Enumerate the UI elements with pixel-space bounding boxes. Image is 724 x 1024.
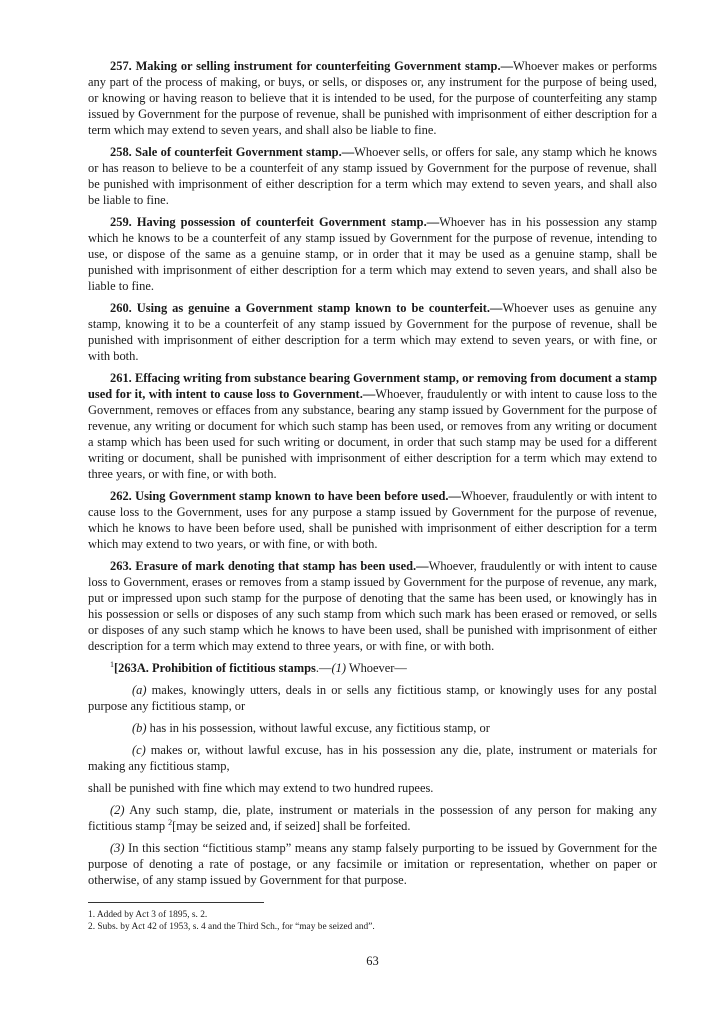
section-text: Whoever, fraudulently or with intent to cause loss to Government, erases or removes from a stamp issued by Government for the purpose of revenue, any mark, put or impressed upon such stamp for the purpose of denoting that the same has been used, or knowingly has in his possession or sells or disposes of any such stamp from which such mark has been erased or removed, or sells or disposes of any such stamp which he knows to have been used, shall be punished with imprisonment of either description for a term which may extend to three years, or with fine, or with both. [88, 559, 657, 653]
section-text: Whoever uses as genuine any stamp, knowing it to be a counterfeit of any stamp issued by Government for the purpose of revenue, shall be punished with imprisonment of either description for a term which may extend to seven years, or with fine, or with both. [88, 301, 658, 363]
clause-c [88, 742, 657, 774]
footnote-divider [88, 902, 264, 903]
section-260: 260. Using as genuine a Government stamp known to be counterfeit.—Whoever uses as genuine any stamp, knowing it to be a counterfeit of any stamp issued by Government for the purpose of revenue, shall be punished with imprisonment of either description for a term which may extend to seven years, or with fine, or with both. [88, 301, 658, 363]
footnote-2: 2. Subs. by Act 42 of 1953, s. 4 and the Third Sch., for “may be seized and”. [88, 922, 375, 932]
page-number: 63 [366, 954, 379, 968]
section-263: 263. Erasure of mark denoting that stamp has been used.—Whoever, fraudulently or with intent to cause loss to Government, erases or removes from a stamp issued by Government for the purpose of revenue, any mark, put or impressed upon such stamp for the purpose of denoting that the same has been used, or knowingly has in his possession or sells or disposes of any such stamp from which such mark has been erased or removed, or sells or disposes of any such stamp which he knows to have been used, shall be punished with imprisonment of either description for a term which may extend to three years, or with fine, or with both. [88, 559, 657, 653]
clause-label: (b) [132, 721, 147, 735]
subsection-number: (2) [110, 803, 125, 817]
section-heading: 257. Making or selling instrument for counterfeiting Government stamp [110, 59, 498, 73]
section-text: Whoever sells, or offers for sale, any stamp which he knows or has reason to believe to be a counterfeit of any stamp issued by Government for the purpose of revenue, shall be punished with imprisonment of either description for a term which may extend to seven years, and shall also be liable to fine. [88, 145, 657, 207]
section-text: Whoever has in his possession any stamp which he knows to be a counterfeit of any stamp issued by Government for the purpose of revenue, intending to use, or dispose of the same as a genuine stamp, or in order that it may be used as a genuine stamp, shall be punished with imprisonment of either description for a term which may extend to seven years, and shall also be liable to fine. [88, 215, 657, 293]
footnote-1: 1. Added by Act 3 of 1895, s. 2. [88, 910, 208, 920]
clause-label: (c) [132, 743, 146, 757]
section-text: Whoever makes or performs any part of the process of making, or buys, or sells, or disposes or, any instrument for the purpose of being used, or knowing or having reason to believe that it is intended to be used, for the purpose of counterfeiting any stamp issued by Government for the purpose of revenue, shall be punished with imprisonment of either description for a term which may extend to seven years, and shall also be liable to fine. [88, 59, 657, 137]
subsection-3: (3) In this section “fictitious stamp” means any stamp falsely purporting to be issued by Government for the purpose of denoting a rate of postage, or any facsimile or imitation or representation, whether on paper or otherwise, of any stamp issued by Government for that purpose. [88, 841, 657, 887]
section-261: 261. Effacing writing from substance bearing Government stamp, or removing from document a stamp used for it, with intent to cause loss to Government.—Whoever, fraudulently or with intent to cause loss to the Government, removes or effaces from any substance, bearing any stamp issued by Government for the purpose of revenue, any writing or document for which such stamp has been used, or removes from any writing or document a stamp which has been used for such writing or document, in order that such stamp may be used for a different writing or document, shall be punished with imprisonment of either description for a term which may extend to three years, or with fine, or with both. [88, 371, 658, 481]
subsection-number: (1) [331, 661, 346, 675]
section-heading: 261. Effacing writing from substance bearing Government stamp, or removing from document a stamp used for it, with intent to cause loss to Government [88, 371, 658, 401]
clause-b [88, 720, 657, 736]
section-259: 259. Having possession of counterfeit Government stamp.—Whoever has in his possession any stamp which he knows to be a counterfeit of any stamp issued by Government for the purpose of revenue, intending to use, or dispose of the same as a genuine stamp, or in order that it may be used as a genuine stamp, shall be punished with imprisonment of either description for a term which may extend to seven years, and shall also be liable to fine. [88, 215, 657, 293]
footnote-ref-1: 1 [110, 659, 114, 669]
section-text: Whoever, fraudulently or with intent to cause loss to the Government, removes or effaces from any substance, bearing any stamp issued by Government for the purpose of revenue, any writing or document for which such stamp has been used, or removes from any writing or document a stamp which has been used for such writing or document, in order that such stamp may be used for a different writing or document, shall be punished with imprisonment of either description for a term which may extend to three years, or with fine, or with both. [88, 387, 657, 481]
subsection-2: (2) Any such stamp, die, plate, instrument or materials in the possession of any person for making any fictitious stamp $^2$[may be seized and, if seized] shall be forfeited. [88, 803, 657, 833]
section-258: 258. Sale of counterfeit Government stamp.—Whoever sells, or offers for sale, any stamp which he knows or has reason to believe to be a counterfeit of any stamp issued by Government for the purpose of revenue, shall be punished with imprisonment of either description for a term which may extend to seven years, and shall also be liable to fine. [88, 145, 657, 207]
subsection-text: Whoever— [345, 661, 407, 675]
subsection-number: (3) [110, 841, 125, 855]
clause-text: has in his possession, without lawful excuse, any fictitious stamp, or [146, 721, 490, 735]
section-heading: [263A. Prohibition of fictitious stamps [114, 661, 316, 675]
clause-label: (a) [132, 683, 147, 697]
section-heading: 258. Sale of counterfeit Government stamp [110, 145, 339, 159]
section-heading: 259. Having possession of counterfeit Government stamp [110, 215, 424, 229]
footnote-ref-2: 2 [168, 817, 173, 827]
section-text: Whoever, fraudulently or with intent to cause loss to the Government, uses for any purpose a stamp issued by Government for the purpose of revenue, which he knows to have been before used, shall be punished with imprisonment of either description for a term which may extend to two years, or with fine, or with both. [88, 489, 658, 551]
section-heading: 260. Using as genuine a Government stamp known to be counterfeit [110, 301, 487, 315]
section-257: 257. Making or selling instrument for counterfeiting Government stamp.—Whoever makes or performs any part of the process of making, or buys, or sells, or disposes or, any instrument for the purpose of being used, or knowing or having reason to believe that it is intended to be used, for the purpose of counterfeiting any stamp issued by Government for the purpose of revenue, shall be punished with imprisonment of either description for a term which may extend to seven years, and shall also be liable to fine. [88, 59, 657, 137]
punishment-line: shall be punished with fine which may extend to two hundred rupees. [88, 781, 434, 795]
section-262: 262. Using Government stamp known to have been before used.—Whoever, fraudulently or with intent to cause loss to the Government, uses for any purpose a stamp issued by Government for the purpose of revenue, which he knows to have been before used, shall be punished with imprisonment of either description for a term which may extend to two years, or with fine, or with both. [88, 489, 658, 551]
section-heading: 263. Erasure of mark denoting that stamp has been used [110, 559, 414, 573]
clause-text: makes, knowingly utters, deals in or sells any fictitious stamp, or knowingly uses for any postal purpose any fictitious stamp, or [88, 683, 657, 713]
clause-a [88, 682, 657, 714]
clause-text: makes or, without lawful excuse, has in his possession any die, plate, instrument or materials for making any fictitious stamp, [88, 743, 657, 773]
section-263a-heading: $^1$[263A. Prohibition of fictitious stamps.—(1) Whoever— [110, 659, 407, 675]
section-heading: 262. Using Government stamp known to have been before used [110, 489, 446, 503]
